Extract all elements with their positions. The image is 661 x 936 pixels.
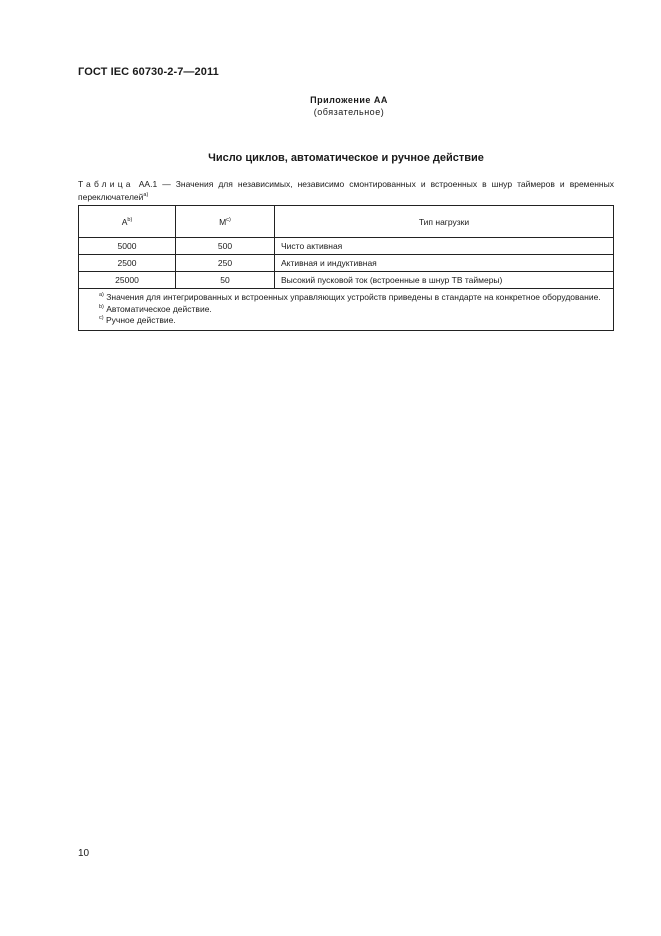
table-header-row — [79, 206, 614, 238]
table-row — [79, 238, 614, 255]
cell-m: 250 — [176, 255, 275, 272]
page-number: 10 — [78, 848, 90, 859]
cell-a: 2500 — [79, 255, 176, 272]
caption-footnote-mark: a) — [143, 191, 149, 198]
cell-load: Чисто активная — [275, 238, 614, 255]
table-notes-row — [79, 289, 614, 331]
footnote-a: $^{a)}$ Значения для интегрированных и встроенных управляющих устройств приведены в стандарте на конкретное оборудование. — [99, 292, 601, 302]
cell-load: Активная и индуктивная — [275, 255, 614, 272]
table-notes — [79, 289, 614, 331]
standard-code: ГОСТ IEC 60730-2-7—2011 — [78, 66, 219, 78]
footnote-c: $^{c)}$ Ручное действие. — [99, 315, 176, 325]
cell-a: 5000 — [79, 238, 176, 255]
table-row — [79, 255, 614, 272]
annex-title: Приложение АА — [310, 95, 388, 105]
caption-text: АА.1 — Значения для независимых, независимо смонтированных и встроенных в шнур таймеров и временных переключателей — [78, 179, 614, 202]
cell-m: 50 — [176, 272, 275, 289]
caption-label: Таблица — [78, 179, 134, 189]
cycles-table — [78, 205, 614, 331]
cell-m: 500 — [176, 238, 275, 255]
section-title: Число циклов, автоматическое и ручное действие — [208, 152, 484, 164]
footnote-b: $^{b)}$ Автоматическое действие. — [99, 303, 212, 314]
header-load-type: Тип нагрузки — [275, 206, 614, 238]
header-m: $M^{c)}$ — [176, 206, 275, 238]
table-caption — [78, 178, 614, 203]
cell-load: Высокий пусковой ток (встроенные в шнур ТВ таймеры) — [275, 272, 614, 289]
header-a: $A^{b)}$ — [79, 206, 176, 238]
table-row — [79, 272, 614, 289]
cell-a: 25000 — [79, 272, 176, 289]
annex-status: (обязательное) — [313, 107, 385, 117]
